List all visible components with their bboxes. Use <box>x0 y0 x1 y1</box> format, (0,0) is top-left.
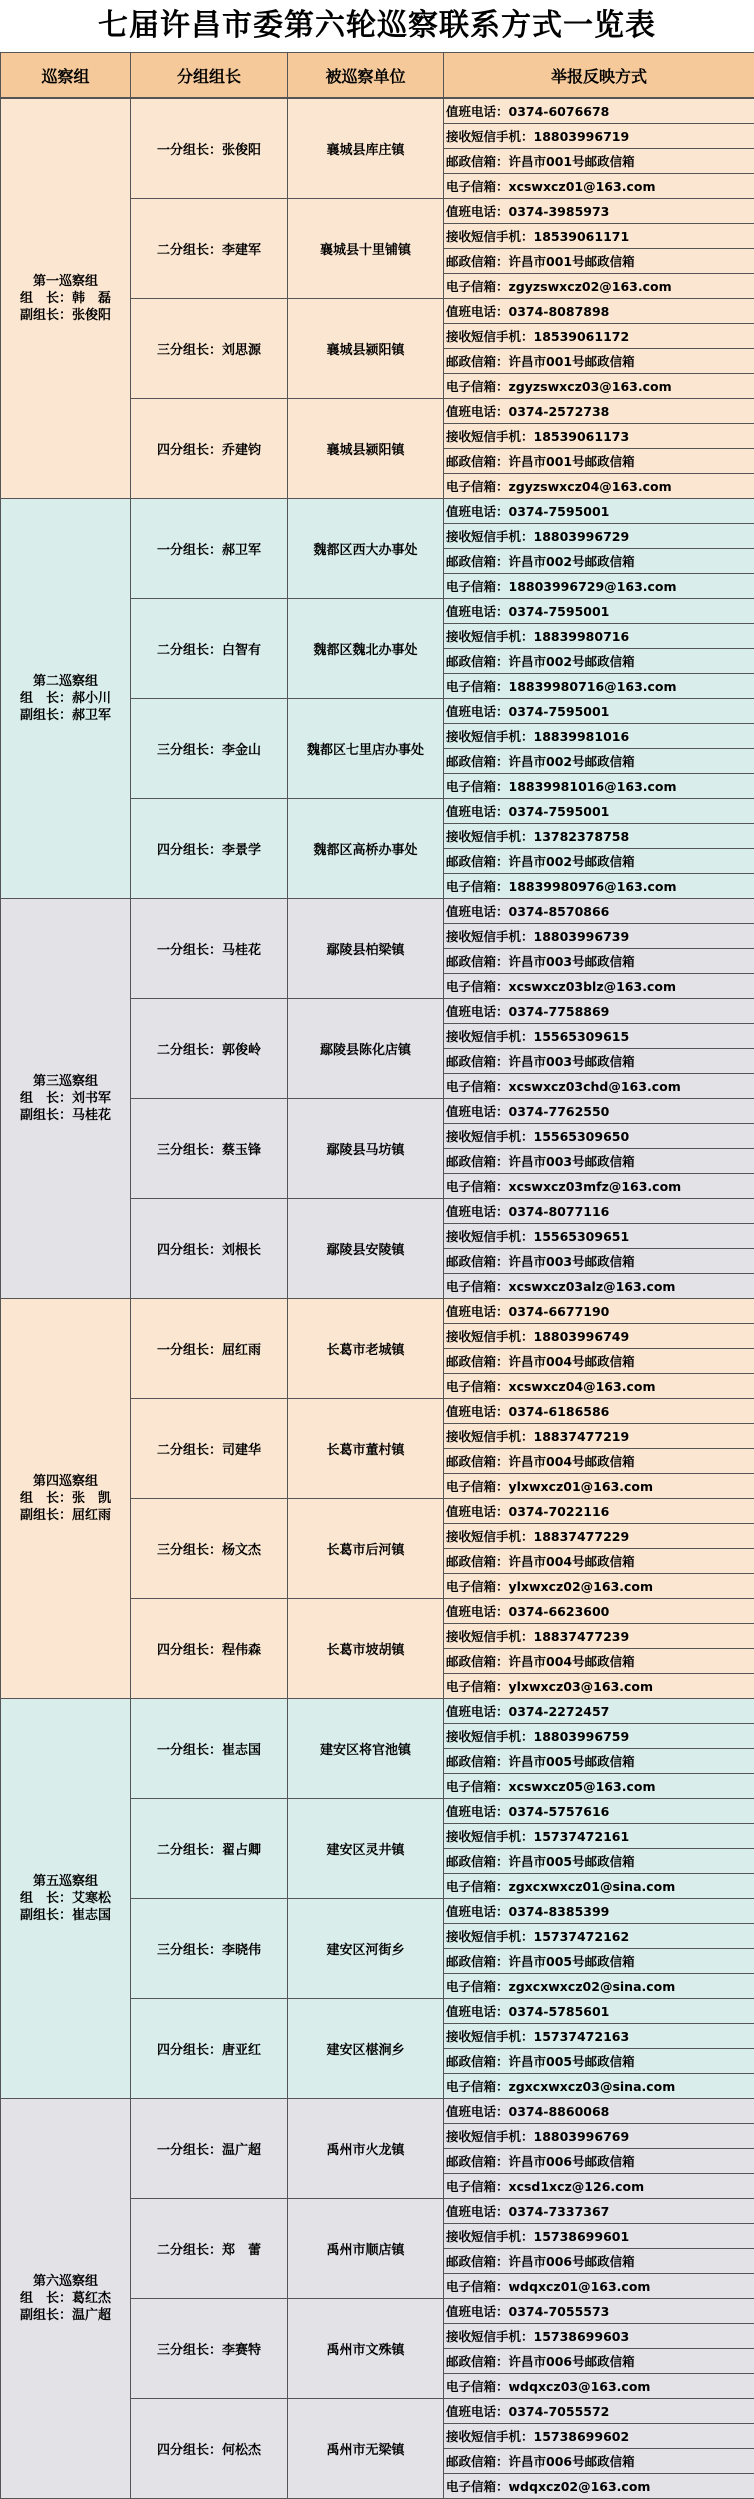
contact-cell: 值班电话：0374-8077116 <box>444 1199 754 1224</box>
contact-cell: 接收短信手机：18803996769 <box>444 2124 754 2149</box>
group-leader: 组 长：郝小川 <box>1 690 130 707</box>
contact-cell: 邮政信箱：许昌市005号邮政信箱 <box>444 1949 754 1974</box>
group-deputy: 副组长：屈红雨 <box>1 1507 130 1524</box>
contact-cell: 邮政信箱：许昌市003号邮政信箱 <box>444 1249 754 1274</box>
contact-cell: 值班电话：0374-7022116 <box>444 1499 754 1524</box>
sub-leader-cell: 四分组长：程伟森 <box>131 1599 288 1699</box>
group-cell <box>1 1699 131 2099</box>
contact-cell: 值班电话：0374-8087898 <box>444 299 754 324</box>
contact-cell: 电子信箱：xcswxcz01@163.com <box>444 174 754 199</box>
contact-cell: 电子信箱：wdqxcz03@163.com <box>444 2374 754 2399</box>
unit-cell: 魏都区魏北办事处 <box>288 599 444 699</box>
contact-cell: 值班电话：0374-6076678 <box>444 99 754 124</box>
contact-cell: 邮政信箱：许昌市002号邮政信箱 <box>444 649 754 674</box>
contact-cell: 接收短信手机：13782378758 <box>444 824 754 849</box>
group-name: 第六巡察组 <box>1 2273 130 2290</box>
contact-cell: 邮政信箱：许昌市004号邮政信箱 <box>444 1549 754 1574</box>
group-name: 第一巡察组 <box>1 273 130 290</box>
contact-cell: 邮政信箱：许昌市006号邮政信箱 <box>444 2249 754 2274</box>
group-deputy: 副组长：张俊阳 <box>1 307 130 324</box>
contact-cell: 邮政信箱：许昌市002号邮政信箱 <box>444 749 754 774</box>
unit-cell: 鄢陵县马坊镇 <box>288 1099 444 1199</box>
contact-cell: 值班电话：0374-7055572 <box>444 2399 754 2424</box>
contact-cell: 值班电话：0374-8570866 <box>444 899 754 924</box>
contact-cell: 接收短信手机：18837477229 <box>444 1524 754 1549</box>
unit-cell: 长葛市董村镇 <box>288 1399 444 1499</box>
contact-cell: 电子信箱：ylxwxcz01@163.com <box>444 1474 754 1499</box>
unit-cell: 建安区河街乡 <box>288 1899 444 1999</box>
unit-cell: 建安区椹涧乡 <box>288 1999 444 2099</box>
contact-cell: 邮政信箱：许昌市004号邮政信箱 <box>444 1649 754 1674</box>
unit-cell: 禹州市文殊镇 <box>288 2299 444 2399</box>
group-leader: 组 长：刘书军 <box>1 1090 130 1107</box>
sub-leader-cell: 二分组长：李建军 <box>131 199 288 299</box>
sub-leader-cell: 二分组长：司建华 <box>131 1399 288 1499</box>
page-title: 七届许昌市委第六轮巡察联系方式一览表 <box>0 0 754 52</box>
group-name: 第三巡察组 <box>1 1073 130 1090</box>
contact-cell: 电子信箱：zgxcxwxcz01@sina.com <box>444 1874 754 1899</box>
sub-leader-cell: 二分组长：郭俊岭 <box>131 999 288 1099</box>
sub-leader-cell: 四分组长：乔建钧 <box>131 399 288 499</box>
group-deputy: 副组长：温广超 <box>1 2307 130 2324</box>
contact-cell: 邮政信箱：许昌市006号邮政信箱 <box>444 2449 754 2474</box>
unit-cell: 襄城县颍阳镇 <box>288 399 444 499</box>
group-block <box>1 899 754 1299</box>
unit-cell: 禹州市火龙镇 <box>288 2099 444 2199</box>
contact-cell: 接收短信手机：15737472163 <box>444 2024 754 2049</box>
contact-cell: 电子信箱：zgyzswxcz02@163.com <box>444 274 754 299</box>
contact-cell: 值班电话：0374-7595001 <box>444 699 754 724</box>
contact-cell: 接收短信手机：15738699601 <box>444 2224 754 2249</box>
contact-cell: 邮政信箱：许昌市002号邮政信箱 <box>444 849 754 874</box>
contact-cell: 接收短信手机：18803996739 <box>444 924 754 949</box>
sub-leader-cell: 一分组长：温广超 <box>131 2099 288 2199</box>
contact-cell: 值班电话：0374-8385399 <box>444 1899 754 1924</box>
group-block <box>1 1699 754 2099</box>
header-unit: 被巡察单位 <box>288 53 444 98</box>
contact-cell: 值班电话：0374-7595001 <box>444 599 754 624</box>
contact-cell: 接收短信手机：15738699603 <box>444 2324 754 2349</box>
contact-cell: 接收短信手机：15738699602 <box>444 2424 754 2449</box>
contact-cell: 邮政信箱：许昌市006号邮政信箱 <box>444 2349 754 2374</box>
group-block <box>1 499 754 899</box>
sub-leader-cell: 一分组长：屈红雨 <box>131 1299 288 1399</box>
contact-cell: 接收短信手机：18803996749 <box>444 1324 754 1349</box>
unit-cell: 鄢陵县安陵镇 <box>288 1199 444 1299</box>
contact-cell: 电子信箱：xcswxcz03chd@163.com <box>444 1074 754 1099</box>
contact-cell: 值班电话：0374-7762550 <box>444 1099 754 1124</box>
contact-cell: 接收短信手机：18539061172 <box>444 324 754 349</box>
group-leader: 组 长：葛红杰 <box>1 2290 130 2307</box>
contact-cell: 电子信箱：18803996729@163.com <box>444 574 754 599</box>
unit-cell: 襄城县颍阳镇 <box>288 299 444 399</box>
unit-cell: 禹州市顺店镇 <box>288 2199 444 2299</box>
contact-cell: 值班电话：0374-8860068 <box>444 2099 754 2124</box>
sub-leader-cell: 三分组长：李赛特 <box>131 2299 288 2399</box>
group-leader: 组 长：艾寒松 <box>1 1890 130 1907</box>
contact-cell: 邮政信箱：许昌市004号邮政信箱 <box>444 1349 754 1374</box>
contact-cell: 值班电话：0374-5757616 <box>444 1799 754 1824</box>
contact-cell: 邮政信箱：许昌市004号邮政信箱 <box>444 1449 754 1474</box>
group-deputy: 副组长：郝卫军 <box>1 707 130 724</box>
contact-cell: 电子信箱：zgyzswxcz04@163.com <box>444 474 754 499</box>
contact-cell: 值班电话：0374-7337367 <box>444 2199 754 2224</box>
contact-cell: 电子信箱：zgxcxwxcz02@sina.com <box>444 1974 754 1999</box>
contact-cell: 值班电话：0374-3985973 <box>444 199 754 224</box>
group-name: 第四巡察组 <box>1 1473 130 1490</box>
contact-cell: 邮政信箱：许昌市002号邮政信箱 <box>444 549 754 574</box>
contact-cell: 邮政信箱：许昌市003号邮政信箱 <box>444 1049 754 1074</box>
contact-cell: 电子信箱：18839981016@163.com <box>444 774 754 799</box>
contact-cell: 电子信箱：xcswxcz03alz@163.com <box>444 1274 754 1299</box>
group-cell <box>1 99 131 499</box>
contact-cell: 电子信箱：xcswxcz03mfz@163.com <box>444 1174 754 1199</box>
sub-leader-cell: 二分组长：翟占卿 <box>131 1799 288 1899</box>
header-group: 巡察组 <box>1 53 131 98</box>
contact-cell: 邮政信箱：许昌市005号邮政信箱 <box>444 1749 754 1774</box>
contact-cell: 邮政信箱：许昌市003号邮政信箱 <box>444 949 754 974</box>
sub-leader-cell: 三分组长：李金山 <box>131 699 288 799</box>
group-deputy: 副组长：马桂花 <box>1 1107 130 1124</box>
contact-cell: 值班电话：0374-2572738 <box>444 399 754 424</box>
group-cell <box>1 899 131 1299</box>
group-block <box>1 99 754 499</box>
sub-leader-cell: 三分组长：蔡玉锋 <box>131 1099 288 1199</box>
sub-leader-cell: 四分组长：何松杰 <box>131 2399 288 2499</box>
table-row <box>1 499 754 524</box>
table-row <box>1 1699 754 1724</box>
group-name: 第五巡察组 <box>1 1873 130 1890</box>
sub-leader-cell: 一分组长：张俊阳 <box>131 99 288 199</box>
contact-cell: 电子信箱：18839980976@163.com <box>444 874 754 899</box>
contact-cell: 电子信箱：wdqxcz02@163.com <box>444 2474 754 2499</box>
table-row <box>1 2099 754 2124</box>
contact-cell: 值班电话：0374-6186586 <box>444 1399 754 1424</box>
unit-cell: 魏都区七里店办事处 <box>288 699 444 799</box>
table-row <box>1 1299 754 1324</box>
contact-cell: 值班电话：0374-5785601 <box>444 1999 754 2024</box>
group-name: 第二巡察组 <box>1 673 130 690</box>
contact-cell: 接收短信手机：18539061171 <box>444 224 754 249</box>
contact-cell: 接收短信手机：15565309650 <box>444 1124 754 1149</box>
contact-cell: 接收短信手机：18837477219 <box>444 1424 754 1449</box>
header-row <box>1 53 754 98</box>
contact-cell: 值班电话：0374-7595001 <box>444 799 754 824</box>
table-row <box>1 899 754 924</box>
unit-cell: 襄城县库庄镇 <box>288 99 444 199</box>
sub-leader-cell: 一分组长：郝卫军 <box>131 499 288 599</box>
unit-cell: 长葛市坡胡镇 <box>288 1599 444 1699</box>
contact-cell: 邮政信箱：许昌市003号邮政信箱 <box>444 1149 754 1174</box>
contact-cell: 值班电话：0374-7055573 <box>444 2299 754 2324</box>
group-block <box>1 1299 754 1699</box>
contact-cell: 接收短信手机：15737472161 <box>444 1824 754 1849</box>
sub-leader-cell: 四分组长：刘根长 <box>131 1199 288 1299</box>
contact-cell: 邮政信箱：许昌市005号邮政信箱 <box>444 2049 754 2074</box>
contact-cell: 邮政信箱：许昌市001号邮政信箱 <box>444 249 754 274</box>
contact-cell: 值班电话：0374-7595001 <box>444 499 754 524</box>
contact-cell: 电子信箱：zgxcxwxcz03@sina.com <box>444 2074 754 2099</box>
sub-leader-cell: 四分组长：唐亚红 <box>131 1999 288 2099</box>
contact-cell: 电子信箱：zgyzswxcz03@163.com <box>444 374 754 399</box>
contact-cell: 邮政信箱：许昌市001号邮政信箱 <box>444 449 754 474</box>
table-row <box>1 99 754 124</box>
group-cell <box>1 2099 131 2499</box>
group-cell <box>1 1299 131 1699</box>
header-sub-leader: 分组组长 <box>131 53 288 98</box>
contact-cell: 电子信箱：xcsd1xcz@126.com <box>444 2174 754 2199</box>
sub-leader-cell: 二分组长：白智有 <box>131 599 288 699</box>
sub-leader-cell: 三分组长：杨文杰 <box>131 1499 288 1599</box>
contact-cell: 邮政信箱：许昌市001号邮政信箱 <box>444 349 754 374</box>
contact-cell: 接收短信手机：18837477239 <box>444 1624 754 1649</box>
contact-cell: 电子信箱：xcswxcz03blz@163.com <box>444 974 754 999</box>
contact-cell: 接收短信手机：15565309615 <box>444 1024 754 1049</box>
contact-cell: 接收短信手机：18839980716 <box>444 624 754 649</box>
contact-table <box>0 52 754 98</box>
group-deputy: 副组长：崔志国 <box>1 1907 130 1924</box>
sub-leader-cell: 一分组长：马桂花 <box>131 899 288 999</box>
contact-cell: 邮政信箱：许昌市001号邮政信箱 <box>444 149 754 174</box>
sub-leader-cell: 一分组长：崔志国 <box>131 1699 288 1799</box>
contact-table-body <box>0 98 754 2499</box>
contact-cell: 电子信箱：ylxwxcz02@163.com <box>444 1574 754 1599</box>
contact-cell: 接收短信手机：15737472162 <box>444 1924 754 1949</box>
contact-cell: 电子信箱：18839980716@163.com <box>444 674 754 699</box>
unit-cell: 魏都区高桥办事处 <box>288 799 444 899</box>
unit-cell: 鄢陵县陈化店镇 <box>288 999 444 1099</box>
contact-cell: 电子信箱：wdqxcz01@163.com <box>444 2274 754 2299</box>
contact-cell: 接收短信手机：18803996759 <box>444 1724 754 1749</box>
sub-leader-cell: 三分组长：李晓伟 <box>131 1899 288 1999</box>
unit-cell: 魏都区西大办事处 <box>288 499 444 599</box>
contact-cell: 接收短信手机：18539061173 <box>444 424 754 449</box>
unit-cell: 长葛市老城镇 <box>288 1299 444 1399</box>
contact-cell: 接收短信手机：18803996719 <box>444 124 754 149</box>
sub-leader-cell: 二分组长：郑 蕾 <box>131 2199 288 2299</box>
contact-cell: 邮政信箱：许昌市005号邮政信箱 <box>444 1849 754 1874</box>
contact-cell: 邮政信箱：许昌市006号邮政信箱 <box>444 2149 754 2174</box>
contact-cell: 接收短信手机：18803996729 <box>444 524 754 549</box>
header-contact: 举报反映方式 <box>444 53 754 98</box>
group-cell <box>1 499 131 899</box>
unit-cell: 鄢陵县柏梁镇 <box>288 899 444 999</box>
unit-cell: 禹州市无梁镇 <box>288 2399 444 2499</box>
contact-cell: 接收短信手机：18839981016 <box>444 724 754 749</box>
sub-leader-cell: 三分组长：刘思源 <box>131 299 288 399</box>
contact-cell: 值班电话：0374-7758869 <box>444 999 754 1024</box>
group-block <box>1 2099 754 2499</box>
contact-cell: 电子信箱：xcswxcz05@163.com <box>444 1774 754 1799</box>
contact-cell: 值班电话：0374-6623600 <box>444 1599 754 1624</box>
contact-cell: 值班电话：0374-6677190 <box>444 1299 754 1324</box>
unit-cell: 建安区灵井镇 <box>288 1799 444 1899</box>
sub-leader-cell: 四分组长：李景学 <box>131 799 288 899</box>
unit-cell: 襄城县十里铺镇 <box>288 199 444 299</box>
contact-cell: 电子信箱：ylxwxcz03@163.com <box>444 1674 754 1699</box>
group-leader: 组 长：韩 磊 <box>1 290 130 307</box>
contact-cell: 电子信箱：xcswxcz04@163.com <box>444 1374 754 1399</box>
contact-cell: 接收短信手机：15565309651 <box>444 1224 754 1249</box>
unit-cell: 建安区将官池镇 <box>288 1699 444 1799</box>
unit-cell: 长葛市后河镇 <box>288 1499 444 1599</box>
contact-cell: 值班电话：0374-2272457 <box>444 1699 754 1724</box>
group-leader: 组 长：张 凯 <box>1 1490 130 1507</box>
